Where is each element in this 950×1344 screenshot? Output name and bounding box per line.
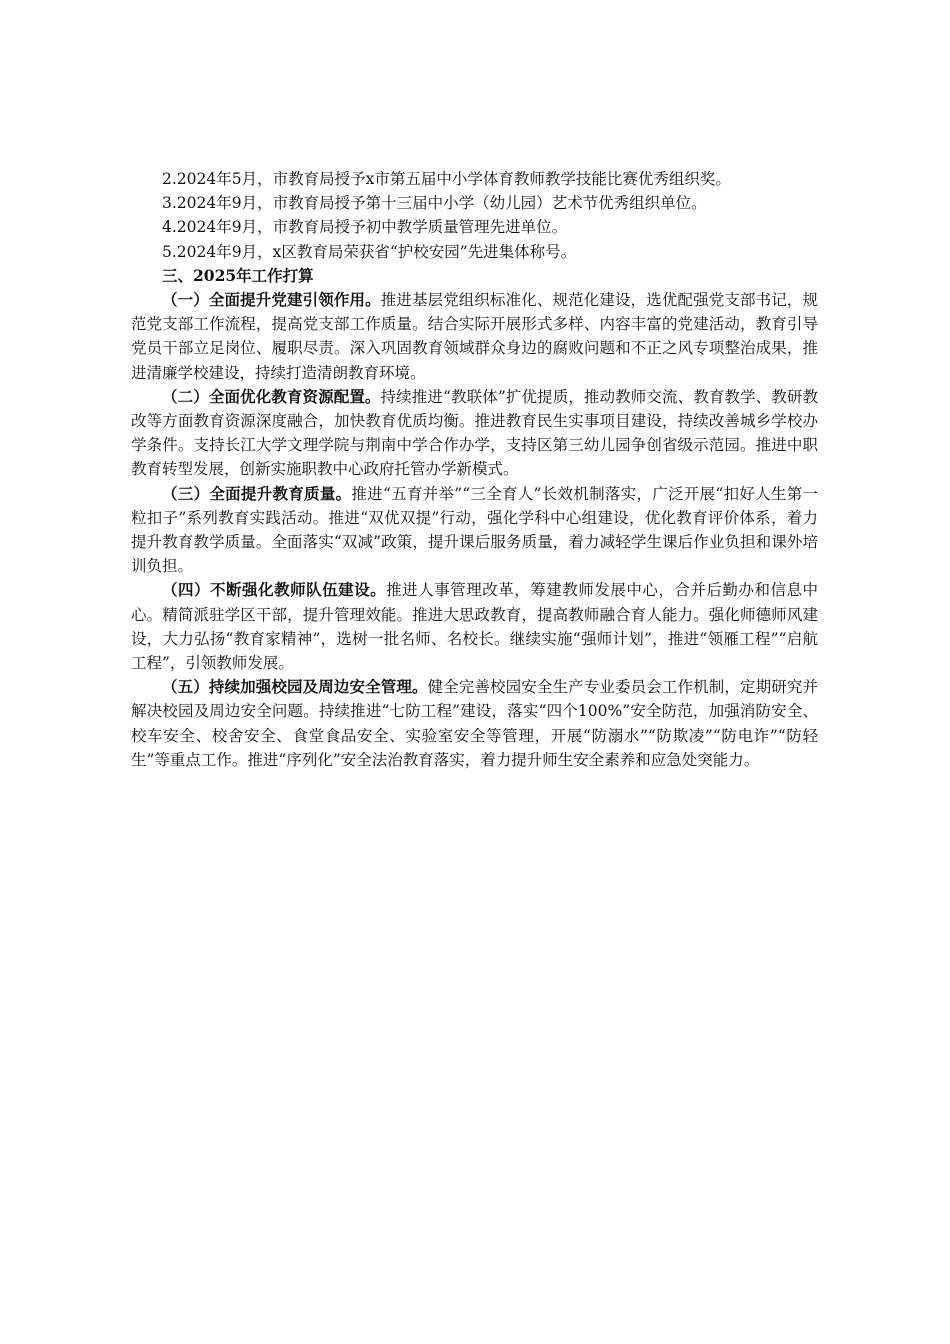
plan-item-3 [131,482,818,579]
award-item-4: 4.2024年9月，市教育局授予初中教学质量管理先进单位。 [162,218,568,237]
document-page [131,167,818,772]
plan-item-5-body: 健全完善校园安全生产专业委员会工作机制，定期研究并解决校园及周边安全问题。持续推进“七防工程”建设，落实“四个100%”安全防范，加强消防安全、校车安全、校舍安全、食堂食品安全、实验室安全等管理，开展“防溺水”“防欺凌”“防电诈”“防轻生”等重点工作。推进“序列化”安全法治教育落实，着力提升师生安全素养和应急处突能力。 [131,678,818,769]
plan-item-3-lead: （三）全面提升教育质量。 [162,483,352,503]
section-heading: 三、2025年工作打算 [162,265,314,285]
plan-item-5 [131,675,818,772]
plan-item-4 [131,578,818,675]
plan-item-3-body: 推进“五育并举”“三全育人”长效机制落实，广泛开展“扣好人生第一粒扣子”系列教育实践活动。推进“双优双提”行动，强化学科中心组建设，优化教育评价体系，着力提升教育教学质量。全面落实“双减”政策，提升课后服务质量，着力减轻学生课后作业负担和课外培训负担。 [131,484,818,576]
plan-item-1-lead: （一）全面提升党建引领作用。 [162,290,381,310]
plan-item-4-body: 推进人事管理改革，筹建教师发展中心，合并后勤办和信息中心。精简派驻学区干部，提升管理效能。推进大思政教育，提高教师融合育人能力。强化师德师风建设，大力弘扬“教育家精神”，选树一批名师、名校长。继续实施“强师计划”，推进“领雁工程”“启航工程”，引领教师发展。 [131,581,818,673]
award-item-3: 3.2024年9月，市教育局授予第十三届中小学（幼儿园）艺术节优秀组织单位。 [162,194,707,213]
plan-item-1 [131,288,818,385]
award-item-5: 5.2024年9月，x区教育局荣获省“护校安园”先进集体称号。 [162,242,577,261]
plan-item-2-lead: （二）全面优化教育资源配置。 [162,386,381,406]
plan-item-2 [131,385,818,482]
award-item-2: 2.2024年5月，市教育局授予x市第五届中小学体育教师教学技能比赛优秀组织奖。 [162,170,731,188]
plan-item-5-lead: （五）持续加强校园及周边安全管理。 [162,677,428,697]
plan-item-2-body: 持续推进“教联体”扩优提质，推动教师交流、教育教学、教研教改等方面教育资源深度融合，加快教育优质均衡。推进教育民生实事项目建设，持续改善城乡学校办学条件。支持长江大学文理学院与荆南中学合作办学，支持区第三幼儿园争创省级示范园。推进中职教育转型发展，创新实施职教中心政府托管办学新模式。 [131,387,818,479]
plan-item-1-body: 推进基层党组织标准化、规范化建设，选优配强党支部书记，规范党支部工作流程，提高党支部工作质量。结合实际开展形式多样、内容丰富的党建活动，教育引导党员干部立足岗位、履职尽责。深入巩固教育领域群众身边的腐败问题和不正之风专项整治成果，推进清廉学校建设，持续打造清朗教育环境。 [131,291,818,382]
plan-item-4-lead: （四）不断强化教师队伍建设。 [162,580,387,600]
